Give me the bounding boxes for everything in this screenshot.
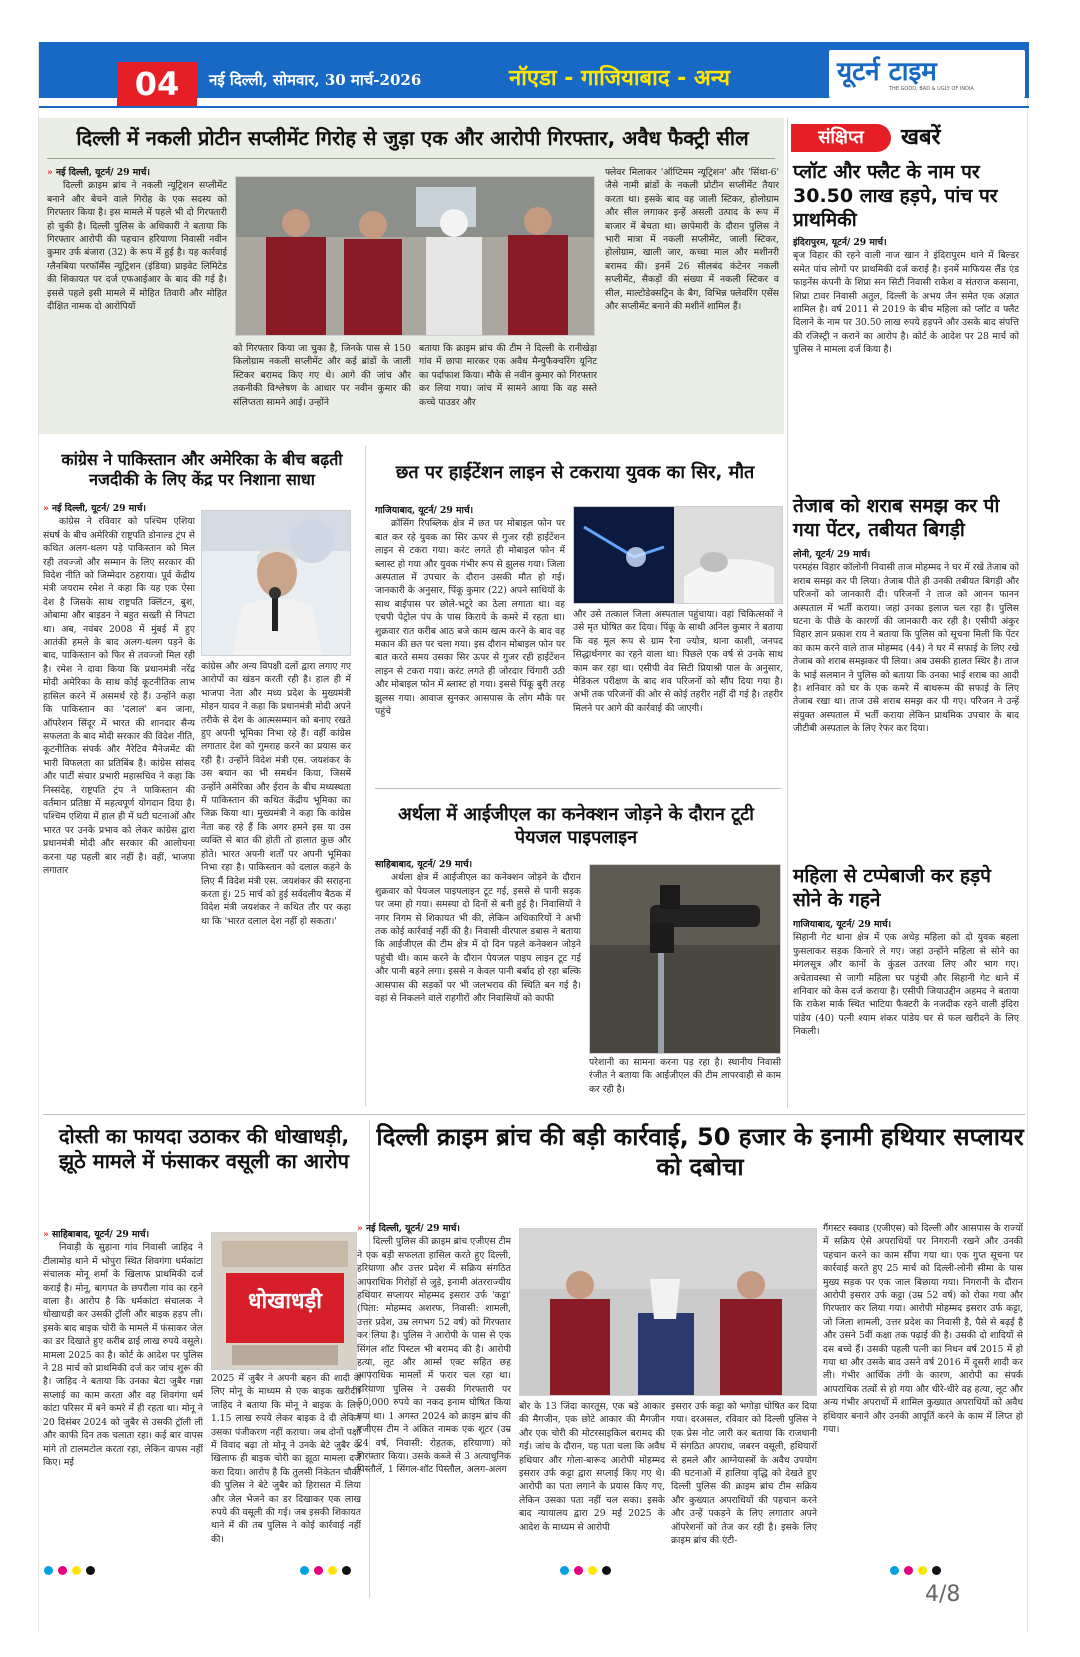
story5-photo bbox=[211, 1232, 357, 1370]
sidebar-item2 bbox=[793, 548, 1019, 860]
masthead bbox=[39, 42, 1029, 108]
story1-column-3 bbox=[419, 342, 597, 430]
registration-dot bbox=[574, 1566, 583, 1575]
color-registration-dots-right bbox=[890, 1566, 941, 1575]
story3-headline: छत पर हाईटेंशन लाइन से टकराया युवक का सिर, मौत bbox=[395, 462, 755, 483]
newspaper-logo bbox=[829, 50, 1025, 98]
story3-column-2 bbox=[573, 608, 783, 784]
story5-dateline: » साहिबाबाद, यूटर्न/ 29 मार्च। bbox=[43, 1229, 150, 1240]
sidebar-item2-dateline: लोनी, यूटर्न/ 29 मार्च। bbox=[793, 549, 871, 560]
story2-dateline: » नई दिल्ली, यूटर्न/ 29 मार्च। bbox=[43, 503, 146, 514]
story3-bottom-rule bbox=[375, 788, 781, 789]
registration-dot bbox=[72, 1566, 81, 1575]
registration-dot bbox=[300, 1566, 309, 1575]
sidebar-item3 bbox=[793, 918, 1019, 1108]
section-title: नॉएडा - गाजियाबाद - अन्य bbox=[509, 66, 731, 91]
issue-date: नई दिल्ली, सोमवार, 30 मार्च-2026 bbox=[209, 71, 422, 89]
story6-photo bbox=[519, 1228, 817, 1396]
story4-dateline: साहिबाबाद, यूटर्न/ 29 मार्च। bbox=[375, 859, 473, 870]
story3-dateline: गाजियाबाद, यूटर्न/ 29 मार्च। bbox=[375, 505, 474, 516]
story5-text-1: निवाड़ी के सुहाना गांव निवासी जाहिद ने टीलामोड़ थाने में भोपुरा स्थित शिवगंगा धर्मकांटा संचालक मोनू शर्मा के खिलाफ प्राथमिकी दर्ज कराई है। मोनू, बागपत के छपरौला गांव का रहने वाला है। आरोप है कि धर्मकांटा संचालक ने धोखाधड़ी कर उसकी ट्रॉली और बाइक हड़प ली। इसके बाद बाइक चोरी के मामले में फंसाकर जेल का डर दिखाते हुए करीब ढाई लाख रुपये वसूले। मामला 2025 का है। कोर्ट के आदेश पर पुलिस ने 28 मार्च को प्राथमिकी दर्ज कर जांच शुरू की है। जाहिद ने बताया कि उनका बेटा जुबैर गन्ना सप्लाई का काम करता और वह शिवगंगा धर्म कांटा परिसर में बने कमरे में ही रहता था। मोनू ने 20 दिसंबर 2024 को जुबैर से उसकी ट्रॉली ली और काफी दिन तक चलाता रहा। कई बार वापस मांगे तो टालमटोल करता रहा, लेकिन वापस नहीं किए। मई bbox=[43, 1242, 203, 1468]
story2-headline: कांग्रेस ने पाकिस्तान और अमेरिका के बीच बढ़ती नजदीकी के लिए केंद्र पर निशाना साधा bbox=[61, 450, 343, 489]
sidebar-item1-dateline: इंदिरापुरम, यूटर्न/ 29 मार्च। bbox=[793, 237, 887, 248]
registration-dot bbox=[342, 1566, 351, 1575]
story6-text-4: गैंगस्टर स्क्वाड (एजीएस) को दिल्ली और आसपास के राज्यों में सक्रिय ऐसे अपराधियों पर निगरानी रखने और उनकी पहचान करने का काम सौंपा गया था। एक गुप्त सूचना पर कार्रवाई करते हुए 25 मार्च को दिल्ली-लोनी सीमा के पास मुख्य सड़क पर एक जाल बिछाया गया। निगरानी के दौरान आरोपी इसरार उर्फ कट्टा (उम्र 52 वर्ष) को रोका गया और गिरफ्तार कर लिया गया। आरोपी मोहम्मद इसरार उर्फ कट्टा, जो जिला शामली, उत्तर प्रदेश का निवासी है, पैसे से बढ़ई है और उसने 5वीं कक्षा तक पढ़ाई की है। उसकी दो शादियों से दस बच्चे हैं। उसकी पहली पत्नी का निधन वर्ष 2015 में हो गया था और उसके बाद उसने वर्ष 2016 में दूसरी शादी कर ली। गंभीर आर्थिक तंगी के कारण, आरोपी का संपर्क आपराधिक तत्वों से हो गया और धीरे-धीरे वह हत्या, लूट और अन्य गंभीर अपराधों में शामिल कुख्यात अपराधियों को अवैध हथियार बनाने और उनकी आपूर्ति करने के काम में लिप्त हो गया। bbox=[823, 1223, 1023, 1436]
sidebar-item2-headline: तेजाब को शराब समझ कर पी गया पेंटर, तबीयत बिगड़ी bbox=[793, 495, 1000, 541]
registration-dot bbox=[588, 1566, 597, 1575]
story2-column-2 bbox=[201, 660, 351, 1106]
sidebar-item1-headline: प्लॉट और फ्लैट के नाम पर 30.50 लाख हड़पे, पांच पर प्राथमिकी bbox=[793, 161, 998, 231]
registration-dot bbox=[314, 1566, 323, 1575]
registration-dot bbox=[602, 1566, 611, 1575]
fraud-image-text: धोखाधड़ी bbox=[248, 1289, 322, 1314]
story3-photo bbox=[573, 506, 783, 604]
arrested-men-image bbox=[236, 177, 595, 336]
story6-dateline: » नई दिल्ली, यूटर्न/ 29 मार्च। bbox=[357, 1223, 460, 1234]
story4-column-1 bbox=[375, 858, 581, 1108]
registration-dot bbox=[86, 1566, 95, 1575]
sidebar-item3-dateline: गाजियाबाद, यूटर्न/ 29 मार्च। bbox=[793, 919, 892, 930]
story4-headline: अर्थला में आईजीएल का कनेक्शन जोड़ने के दौरान टूटी पेयजल पाइपलाइन bbox=[398, 804, 754, 848]
story2-text-2: कांग्रेस और अन्य विपक्षी दलों द्वारा लगाए गए आरोपों का खंडन करती रही है। हाल ही में भाजपा नेता और मध्य प्रदेश के मुख्यमंत्री मोहन यादव ने कहा कि प्रधानमंत्री मोदी अपने तरीके से देश के आत्मसम्मान को बनाए रखते हुए अपनी भूमिका निभा रहे हैं। वहीं कांग्रेस लगातार देश को गुमराह करने का प्रयास कर रही है। उन्होंने विदेश मंत्री एस. जयशंकर के उस बयान का भी समर्थन किया, जिसमें उन्होंने अमेरिका और ईरान के बीच मध्यस्थता में पाकिस्तान की कथित केंद्रीय भूमिका का जिक्र किया था। मुख्यमंत्री ने कहा कि कांग्रेस नेता कह रहे हैं कि अगर हमने इस या उस व्यक्ति से बात की होती तो हालात कुछ और होते। भारत अपनी शर्तों पर अपनी भूमिका निभा रहा है। पाकिस्तान को दलाल कहने के लिए मैं विदेश मंत्री एस. जयशंकर की सराहना करता हूं। 25 मार्च को हुई सर्वदलीय बैठक में विदेश मंत्री जयशंकर ने कथित तौर पर कहा था कि 'भारत दलाल देश नहीं हो सकता।' bbox=[201, 661, 351, 927]
story6-headline: दिल्ली क्राइम ब्रांच की बड़ी कार्रवाई, 50 हजार के इनामी हथियार सप्लायर को दबोचा bbox=[376, 1123, 1024, 1181]
column-divider bbox=[365, 446, 366, 1106]
story4-text-1: अर्थला क्षेत्र में आईजीएल का कनेक्शन जोड़ने के दौरान शुक्रवार को पेयजल पाइपलाइन टूट गई, इससे से पानी सड़क पर जमा हो गया। समस्या दो दिनों से बनी हुई है। निवासियों ने नगर निगम से शिकायत भी की, लेकिन अधिकारियों ने अभी तक कोई कार्रवाई नहीं की है। निवासी वीरपाल डबास ने बताया कि आईजीएल की टीम क्षेत्र में दो दिन पहले कनेक्शन जोड़ने पहुंची थी। काम करने के दौरान पेयजल पाइप लाइन टूट गई और पानी बहने लगा। इससे न केवल पानी बर्बाद हो रहा बल्कि आसपास की सड़कों पर भी जलभराव की स्थिति बन गई है। वहां से निकलने वाले राहगीरों और निवासियों को काफी bbox=[375, 872, 581, 1005]
high-tension-image bbox=[574, 507, 783, 604]
story3-text-1: क्रॉसिंग रिपब्लिक क्षेत्र में छत पर मोबाइल फोन पर बात कर रहे युवक का सिर ऊपर से गुजर रही हाईटेंशन लाइन से टकरा गया। करंट लगते ही मोबाइल फोन में ब्लास्ट हो गया और युवक गंभीर रूप से झुलस गया। जिला अस्पताल में उपचार के दौरान उसकी मौत हो गई। जानकारी के अनुसार, पिंकू कुमार (22) अपने साथियों के साथ बाईपास पर छोले-भटूरे का ठेला लगाता था। वह एचपी पेट्रोल पंप के पास किराये के कमरे में रहता था। शुक्रवार रात करीब आठ बजे काम खत्म करने के बाद वह मकान की छत पर चला गया। इस दौरान मोबाइल फोन पर बात करते समय उसका सिर ऊपर से गुजर रही हाईटेंशन लाइन से टकरा गया। करंट लगते ही जोरदार चिंगारी उठी और मोबाइल फोन में ब्लास्ट हो गया। इससे पिंकू बुरी तरह झुलस गया। आवाज सुनकर आसपास के लोग मौके पर पहुंचे bbox=[375, 518, 565, 718]
story1-text-2: को गिरफ्तार किया जा चुका है, जिनके पास से 150 किलोग्राम नकली सप्लीमेंट और कई ब्रांडों के जाली स्टिकर बरामद किए गए थे। आगे की जांच और तकनीकी विश्लेषण के आधार पर नवीन कुमार की संलिप्तता सामने आई। उन्होंने bbox=[233, 343, 411, 408]
story5-column-2 bbox=[211, 1372, 361, 1596]
story6-text-2: बोर के 13 जिंदा कारतूस, एक बड़े आकार की मैगजीन, एक छोटे आकार की मैगजीन और एक चोरी की मोटरसाइकिल बरामद की गई। जांच के दौरान, यह पता चला कि अवैध हथियार और गोला-बारूद आरोपी मोहम्मद इसरार उर्फ कट्टा द्वारा सप्लाई किए गए थे। आरोपी का पता लगाने के प्रयास किए गए, लेकिन उसका पता नहीं चल सका। इसके बाद न्यायालय द्वारा 29 मई 2025 के आदेश के माध्यम से आरोपी bbox=[519, 1401, 665, 1533]
story1-column-1 bbox=[47, 166, 227, 428]
lower-section-rule bbox=[43, 1114, 1025, 1115]
story1-dateline: » नई दिल्ली, यूटर्न/ 29 मार्च। bbox=[47, 167, 150, 178]
story2-photo bbox=[201, 510, 351, 656]
registration-dot bbox=[904, 1566, 913, 1575]
speaker-image bbox=[202, 511, 351, 656]
story4-text-2: परेशानी का सामना करना पड़ रहा है। स्थानीय निवासी रंजीत ने बताया कि आईजीएल की टीम लापरवाही से काम कर रही है। bbox=[589, 1057, 781, 1095]
color-registration-dots-left bbox=[44, 1566, 95, 1575]
story6-column-3 bbox=[671, 1400, 817, 1596]
story1-text-1: दिल्ली क्राइम ब्रांच ने नकली न्यूट्रिशन सप्लीमेंट बनाने और बेचने वाले गिरोह के एक सदस्य को गिरफ्तार किया है। इस मामले में पहले भी दो गिरफ्तारी हो चुकी है। दिल्ली पुलिस के अधिकारी ने बताया कि गिरफ्तार आरोपी की पहचान हरियाणा निवासी नवीन कुमार उर्फ बंजारा (32) के रूप में हुई है। यह कार्रवाई ग्लैनबिया परफॉर्मेंस न्यूट्रिशन (इंडिया) प्राइवेट लिमिटेड की शिकायत पर दर्ज एफआईआर के बाद की गई है। इससे पहले इसी मामले में मोहित तिवारी और मोहित दीक्षित नामक दो आरोपियों bbox=[47, 180, 227, 313]
registration-dot bbox=[44, 1566, 53, 1575]
story2-text-1: कांग्रेस ने रविवार को पश्चिम एशिया संघर्ष के बीच अमेरिकी राष्ट्रपति डोनाल्ड ट्रंप से कथित अलग-थलग पड़े पाकिस्तान को मिल रही तवज्जो और सम्मान के लिए सरकार की विदेश नीति को जिम्मेदार ठहराया। पूर्व केंद्रीय मंत्री जयराम रमेश ने कहा कि यह एक ऐसा देश है जिसके साथ राष्ट्रपति क्लिंटन, बुश, ओबामा और बाइडन ने बहुत सख्ती से निपटा था। अब, नवंबर 2008 में मुंबई में हुए आतंकी हमले के बाद अलग-थलग पड़ने के बाद, पाकिस्तान को फिर से तवज्जो मिल रही है। रमेश ने दावा किया कि प्रधानमंत्री नरेंद्र मोदी अमेरिका के साथ कोई कूटनीतिक लाभ हासिल करने में असमर्थ रहे हैं। उन्होंने कहा कि पाकिस्तान का 'दलाल' बन जाना, ऑपरेशन सिंदूर में भारत की शानदार सैन्य सफलता के बाद मोदी सरकार की विदेश नीति, कूटनीतिक संपर्क और नैरेटिव मैनेजमेंट की भारी विफलता का प्रतिबिंब है। कांग्रेस सांसद और पार्टी संचार प्रभारी महासचिव ने कहा कि निस्संदेह, राष्ट्रपति ट्रंप ने पाकिस्तान की वर्तमान प्रतिष्ठा में महत्वपूर्ण योगदान दिया है। पश्चिम एशिया में हाल ही में घटी घटनाओं और भारत पर उनके प्रभाव को लेकर कांग्रेस द्वारा प्रधानमंत्री मोदी और सरकार की आलोचना करना यह पहली बार नहीं है। वहीं, भाजपा लगातार bbox=[43, 516, 195, 876]
masthead-rule bbox=[39, 106, 1029, 108]
story1-column-4 bbox=[605, 166, 779, 430]
sidebar-label-red: संक्षिप्त bbox=[791, 124, 891, 152]
story6-text-1: दिल्ली पुलिस की क्राइम ब्रांच एजीएस टीम ने एक बड़ी सफलता हासिल करते हुए दिल्ली, हरियाणा और उत्तर प्रदेश में सक्रिय संगठित आपराधिक गिरोहों से जुड़े, इनामी अंतरराज्यीय हथियार सप्लायर मोहम्मद इसरार उर्फ 'कट्टा' (पिता: मोहम्मद अशरफ, निवासी: शामली, उत्तर प्रदेश, उम्र लगभग 52 वर्ष) को गिरफ्तार कर लिया है। पुलिस ने आरोपी के पास से एक सिंगल शॉट पिस्टल भी बरामद की है। आरोपी हत्या, लूट और आर्म्स एक्ट सहित छह आपराधिक मामलों में फरार चल रहा था। हरियाणा पुलिस ने उसकी गिरफ्तारी पर 50,000 रुपये का नकद इनाम घोषित किया गया था। 1 अगस्त 2024 को क्राइम ब्रांच की एजीएस टीम ने अंकित नामक एक शूटर (उम्र 24 वर्ष, निवासी: रोहतक, हरियाणा) को गिरफ्तार किया। उसके कब्जे से 3 अत्याधुनिक पिस्तौलें, 1 सिंगल-शॉट पिस्तौल, अलग-अलग bbox=[357, 1236, 511, 1476]
story1-text-4: फ्लेवर मिलाकर 'ऑप्टिमम न्यूट्रिशन' और 'सिंथा-6' जैसे नामी ब्रांडों के नकली प्रोटीन सप्लीमेंट तैयार करता था। इसके बाद वह जाली स्टिकर, होलोग्राम और सील लगाकर इन्हें असली उत्पाद के रूप में बाजार में बेचता था। छापेमारी के दौरान पुलिस ने भारी मात्रा में नकली सप्लीमेंट, जाली स्टिकर, होलोग्राम, खाली जार, कच्चा माल और मशीनरी बरामद की। इनमें 26 सीलबंद कंटेनर नकली सप्लीमेंट, सैकड़ों की संख्या में नकली स्टिकर व सील, माल्टोडेक्सट्रिन के बैग, विभिन्न फ्लेवरिंग एसेंस और सप्लीमेंट बनाने की मशीनें शामिल हैं। bbox=[605, 167, 779, 313]
logo-title: यूटर्न टाइम bbox=[837, 57, 937, 87]
arrested-supplier-image bbox=[520, 1229, 817, 1396]
sidebar-divider bbox=[787, 118, 788, 1108]
registration-dot bbox=[58, 1566, 67, 1575]
story5-text-2: 2025 में जुबैर ने अपनी बहन की शादी के लिए मोनू के माध्यम से एक बाइक खरीदी। जाहिद ने बताया कि मोनू ने बाइक के लिए 1.15 लाख रुपये लेकर बाइक दे दी लेकिन उसका पंजीकरण नहीं कराया। जब दोनों पक्षों में विवाद बढ़ा तो मोनू ने उनके बेटे जुबैर के खिलाफ ही बाइक चोरी का झूठा मामला दर्ज करा दिया। आरोप है कि तुलसी निकेतन चौकी की पुलिस ने बेटे जुबैर को हिरासत में लिया और जेल भेजने का डर दिखाकर एक लाख रुपये की वसूली की गई। जब इसकी शिकायत थाने में की तब पुलिस ने कोई कार्रवाई नहीं की। bbox=[211, 1373, 361, 1545]
story1-text-3: बताया कि क्राइम ब्रांच की टीम ने दिल्ली के रानीखेड़ा गांव में छापा मारकर एक अवैध मैन्युफैक्चरिंग यूनिट का पर्दाफाश किया। मौके से नवीन कुमार को गिरफ्तार कर लिया गया। जांच में सामने आया कि वह सस्ते कच्चे पाउडर और bbox=[419, 343, 597, 408]
logo-tagline: THE GOOD, BAD & UGLY OF INDIA bbox=[889, 86, 974, 92]
story6-column-1 bbox=[357, 1222, 511, 1596]
sidebar-item1-text: बृज विहार की रहने वाली नाज खान ने इंदिरापुरम थाने में बिल्डर समेत पांच लोगों पर प्राथमिकी दर्ज कराई है। इनमें माफियस लैंड एंड फाइनेंस कंपनी के शिप्रा सन सिटी निवासी राकेश व संतराज कसाना, शिप्रा टावर निवासी अतुल, दिल्ली के अभय जैन समेत एक अज्ञात शामिल है। वर्ष 2011 से 2019 के बीच महिला को प्लॉट व फ्लैट दिलाने के नाम पर 30.50 लाख रुपये हड़पने और उसके बाद संपत्ति की रजिस्ट्री न कराने का आरोप है। कोर्ट के आदेश पर 28 मार्च को पुलिस ने मामला दर्ज किया है। bbox=[793, 250, 1019, 356]
page-fraction: 4/8 bbox=[925, 1582, 961, 1607]
story1-headline: दिल्ली में नकली प्रोटीन सप्लीमेंट गिरोह से जुड़ा एक और आरोपी गिरफ्तार, अवैध फैक्ट्री सील bbox=[76, 126, 749, 150]
sidebar-item2-text: परमहंस विहार कॉलोनी निवासी ताज मोहम्मद ने घर में रखे तेजाब को शराब समझ कर पी लिया। तेजाब पीते ही उनकी तबीयत बिगड़ी और परिजनों को जानकारी दी। परिजनों ने ताज को आनन फानन अस्पताल में भर्ती कराया। जहां उनका इलाज चल रहा है। पुलिस घटना के पीछे के कारणों की जानकारी कर रही है। एसीपी अंकुर विहार ज्ञान प्रकाश राय ने बताया कि पुलिस को सूचना मिली कि पेंटर का काम करने वाले ताज मोहम्मद (44) ने घर में सफाई के लिए रखे तेजाब को शराब समझकर पी लिया। अब उसकी हालत स्थिर है। ताज के भाई सलमान ने पुलिस को बताया कि उनका भाई शराब का आदी है। शनिवार को घर के एक कमरे में बाथरूम की सफाई के लिए तेजाब रखा था। ताज उसे शराब समझ कर पी गए। परिजन ने उन्हें संयुक्त अस्पताल में भर्ती कराया लेकिन प्राथमिक उपचार के बाद जीटीबी अस्पताल के लिए रेफर कर दिया। bbox=[793, 562, 1019, 735]
color-registration-dots-center-right bbox=[560, 1566, 611, 1575]
sidebar-item3-headline: महिला से टप्पेबाजी कर हड़पे सोने के गहने bbox=[793, 865, 991, 911]
story3-text-2: और उसे तत्काल जिला अस्पताल पहुंचाया। वहां चिकित्सकों ने उसे मृत घोषित कर दिया। पिंकू के साथी अनिल कुमार ने बताया कि वह मूल रूप से ग्राम रैना ज्योत्र, थाना काशी, जनपद सिद्धार्थनगर का रहने वाला था। पिछले एक वर्ष से उनके साथ काम कर रहा था। एसीपी वेव सिटी प्रियाश्री पाल के अनुसार, मेडिकल परीक्षण के बाद शव परिजनों को सौंप दिया गया है। अभी तक परिजनों की ओर से कोई तहरीर नहीं दी गई है। तहरीर मिलने पर आगे की कार्रवाई की जाएगी। bbox=[573, 609, 783, 714]
sidebar-label-black: खबरें bbox=[901, 125, 941, 150]
sidebar-header bbox=[791, 124, 1021, 152]
page-number: 04 bbox=[117, 62, 197, 106]
story3-column-1 bbox=[375, 504, 565, 784]
story1-photo bbox=[235, 176, 595, 336]
story6-text-3: इसरार उर्फ कट्टा को भगोड़ा घोषित कर दिया गया। दरअसल, रविवार को दिल्ली पुलिस ने एक प्रेस नोट जारी कर बताया कि राजधानी में संगठित अपराध, जबरन वसूली, हथियारों से हमले और आग्नेयास्त्रों के अवैध उपयोग की घटनाओं में हालिया वृद्धि को देखते हुए दिल्ली पुलिस की क्राइम ब्रांच टीम सक्रिय और कुख्यात अपराधियों की पहचान करने और उन्हें पकड़ने के लिए लगातार अपने ऑपरेशनों को तेज कर रही है। इसके लिए क्राइम ब्रांच की एंटी- bbox=[671, 1401, 817, 1547]
color-registration-dots-center-left bbox=[300, 1566, 351, 1575]
sidebar-item1 bbox=[793, 236, 1019, 490]
story4-column-2 bbox=[589, 1056, 781, 1108]
story1-rule bbox=[47, 158, 775, 159]
newspaper-page bbox=[38, 42, 1028, 1632]
registration-dot bbox=[932, 1566, 941, 1575]
story5-headline: दोस्ती का फायदा उठाकर की धोखाधड़ी, झूठे मामले में फंसाकर वसूली का आरोप bbox=[58, 1124, 350, 1173]
story5-column-1 bbox=[43, 1228, 203, 1594]
story4-photo bbox=[589, 864, 781, 1054]
registration-dot bbox=[890, 1566, 899, 1575]
registration-dot bbox=[918, 1566, 927, 1575]
sidebar-item3-text: सिहानी गेट थाना क्षेत्र में एक अधेड़ महिला को दो युवक बहला फुसलाकर सड़क किनारे ले गए। जहां उन्होंने महिला से सोने का मंगलसूत्र और कानों के कुंडल उतरवा लिए और भाग गए। अचेतावस्था से जागी महिला घर पहुंची और सिहानी गेट थाने में शनिवार को केस दर्ज कराया है। एसीपी जियाउद्दीन अहमद ने बताया कि राकेश मार्क स्थित भाटिया फैक्टरी के नजदीक रहने वाली इंदिरा पांडेय (40) पत्नी श्याम शंकर पांडेय घर से फल खरीदने के लिए निकली। bbox=[793, 932, 1019, 1038]
water-tap-image bbox=[590, 865, 781, 1054]
registration-dot bbox=[328, 1566, 337, 1575]
registration-dot bbox=[560, 1566, 569, 1575]
story6-column-4 bbox=[823, 1222, 1023, 1596]
story1-column-2 bbox=[233, 342, 411, 430]
